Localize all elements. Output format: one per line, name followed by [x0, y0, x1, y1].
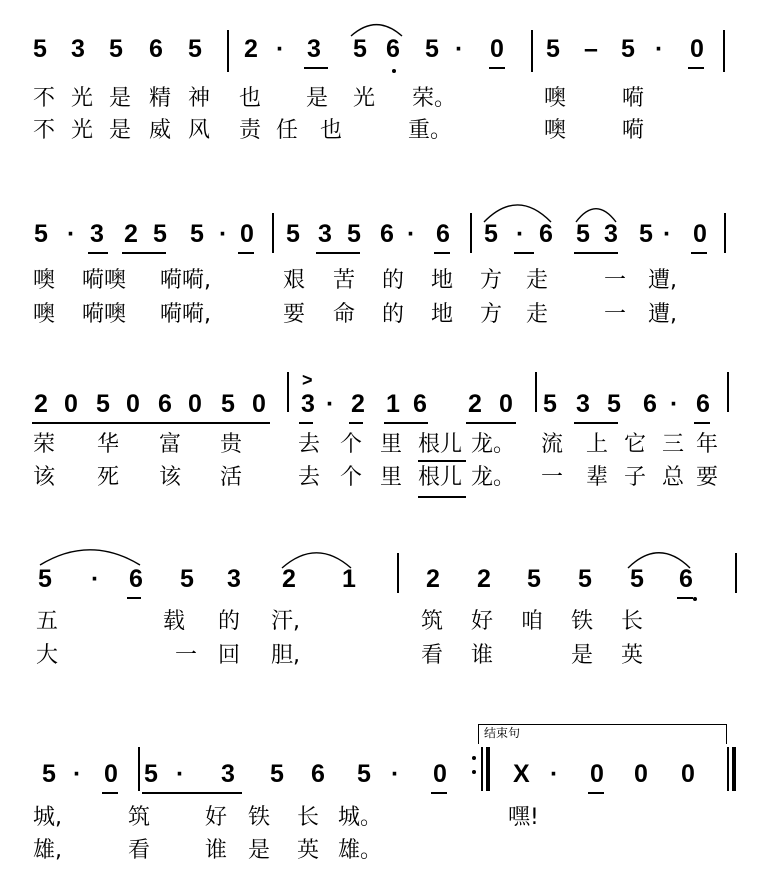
underline-beam	[299, 422, 313, 424]
note-digit: 3	[604, 220, 618, 248]
note-digit: 3	[221, 760, 235, 788]
note-digit: 0	[590, 760, 604, 788]
note-digit: 3	[301, 390, 315, 418]
lyric-char: 走	[526, 268, 549, 293]
lyric-char: 看	[421, 643, 444, 668]
lyric-char: 遭,	[648, 302, 677, 327]
lyric-char: 去	[298, 465, 321, 490]
lyric-char: 根儿	[418, 465, 463, 490]
lyric-char: 活	[220, 465, 243, 490]
bar-line	[727, 372, 729, 412]
bar-line	[732, 747, 736, 791]
underline-beam	[127, 597, 141, 599]
note-digit: 5	[576, 220, 590, 248]
lyric-char: 大	[36, 643, 59, 668]
note-digit: 1	[386, 390, 400, 418]
lyric-char: 该	[159, 465, 182, 490]
underline-beam	[316, 252, 360, 254]
note-digit: 3	[576, 390, 590, 418]
note-digit: 0	[188, 390, 202, 418]
note-digit: 6	[643, 390, 657, 418]
lyric-char: 城,	[33, 805, 62, 830]
lyric-char: 要	[696, 465, 719, 490]
lyric-char: 是	[109, 118, 132, 143]
lyric-char: 命	[333, 302, 356, 327]
note-digit: 5	[639, 220, 653, 248]
note-digit: 2	[124, 220, 138, 248]
lyric-char: 回	[218, 643, 241, 668]
bar-line	[531, 30, 533, 72]
note-digit: ·	[91, 565, 100, 593]
note-digit: 6	[539, 220, 553, 248]
lyric-char: 重。	[408, 118, 453, 143]
lyric-char: 看	[128, 838, 151, 863]
note-digit: 2	[426, 565, 440, 593]
lyric-char: 苦	[333, 268, 356, 293]
note-digit: 5	[357, 760, 371, 788]
lyric-char: 华	[97, 432, 120, 457]
underline-beam	[688, 67, 704, 69]
lyric-char: 地	[431, 268, 454, 293]
lyric-char: 嗬嗬,	[160, 302, 211, 327]
underline-beam	[142, 792, 242, 794]
lyric-char: 胆,	[271, 643, 300, 668]
note-digit: 6	[696, 390, 710, 418]
bar-line	[470, 213, 472, 253]
note-digit: ·	[67, 220, 76, 248]
note-digit: 6	[129, 565, 143, 593]
slur-mark	[40, 549, 140, 567]
lyric-char: 谁	[471, 643, 494, 668]
note-digit: 5	[484, 220, 498, 248]
lyric-char: 遭,	[648, 268, 677, 293]
note-digit: 5	[190, 220, 204, 248]
note-digit: ·	[670, 390, 679, 418]
lyric-char: 嗬嗬,	[160, 268, 211, 293]
lyric-char: 雄,	[33, 838, 62, 863]
note-digit: 0	[64, 390, 78, 418]
underline-beam	[238, 252, 254, 254]
lyric-char: 铁	[571, 609, 594, 634]
lyric-char: 辈	[586, 465, 609, 490]
lyric-char: 根儿	[418, 432, 463, 457]
lyric-char: 好	[205, 805, 228, 830]
bar-line	[272, 213, 274, 253]
lyric-char: 谁	[205, 838, 228, 863]
lyric-char: 方	[480, 302, 503, 327]
note-digit: 5	[38, 565, 52, 593]
note-digit: ·	[326, 390, 335, 418]
underline-beam	[574, 422, 618, 424]
lyric-char: 富	[159, 432, 182, 457]
lyric-char: 威	[149, 118, 172, 143]
note-digit: 2	[282, 565, 296, 593]
note-digit: ·	[407, 220, 416, 248]
note-digit: 6	[679, 565, 693, 593]
note-digit: 5	[33, 35, 47, 63]
lyric-char: 城。	[338, 805, 383, 830]
underline-beam	[431, 792, 447, 794]
note-digit: 6	[413, 390, 427, 418]
lyric-char: 要	[283, 302, 306, 327]
lyric-char: 噢	[33, 268, 56, 293]
lyric-char: 三	[662, 432, 685, 457]
lyric-char: 个	[340, 432, 363, 457]
slur-mark	[351, 24, 402, 38]
note-digit: ·	[276, 35, 285, 63]
note-digit: 0	[240, 220, 254, 248]
note-digit: ·	[663, 220, 672, 248]
lyric-char: 个	[340, 465, 363, 490]
lyric-char: 荣。	[412, 86, 457, 111]
lyric-char: 筑	[128, 805, 151, 830]
lyric-char: 任	[276, 118, 299, 143]
lyric-char: 精	[149, 86, 172, 111]
note-digit: 3	[307, 35, 321, 63]
underline-beam	[418, 496, 466, 498]
lyric-char: 死	[97, 465, 120, 490]
lyric-char: 英	[621, 643, 644, 668]
lyric-char: 神	[188, 86, 211, 111]
note-digit: 5	[546, 35, 560, 63]
lyric-char: 汗,	[271, 609, 300, 634]
lyric-char: 光	[71, 86, 94, 111]
note-digit: 5	[42, 760, 56, 788]
note-digit: 5	[270, 760, 284, 788]
lyric-char: 一	[604, 268, 627, 293]
lyric-char: 里	[380, 432, 403, 457]
lyric-char: 荣	[33, 432, 56, 457]
lyric-char: 贵	[220, 432, 243, 457]
underline-beam	[102, 792, 118, 794]
lyric-char: 责	[239, 118, 262, 143]
note-digit: 5	[153, 220, 167, 248]
lyric-char: 嘿!	[508, 805, 539, 830]
lyric-char: 是	[306, 86, 329, 111]
note-digit: 6	[311, 760, 325, 788]
note-digit: 3	[227, 565, 241, 593]
note-digit: 0	[499, 390, 513, 418]
lyric-char: 一	[175, 643, 198, 668]
note-digit: 0	[104, 760, 118, 788]
lyric-char: 的	[382, 268, 405, 293]
note-digit: 5	[527, 565, 541, 593]
lyric-char: 噢	[544, 118, 567, 143]
lyric-char: 风	[188, 118, 211, 143]
lyric-char: 光	[353, 86, 376, 111]
lyric-char: 它	[624, 432, 647, 457]
lyric-char: 龙。	[471, 465, 516, 490]
note-digit: 5	[621, 35, 635, 63]
bar-line	[723, 30, 725, 72]
underline-beam	[349, 422, 363, 424]
lyric-char: 该	[33, 465, 56, 490]
lyric-char: 龙。	[471, 432, 516, 457]
slur-mark	[576, 208, 616, 224]
note-digit: 5	[353, 35, 367, 63]
note-digit: 5	[109, 35, 123, 63]
note-digit: 2	[351, 390, 365, 418]
bar-line	[727, 747, 729, 791]
note-digit: 5	[286, 220, 300, 248]
bar-line	[724, 213, 726, 253]
underline-beam	[574, 252, 618, 254]
lyric-char: 不	[33, 86, 56, 111]
lyric-char: 艰	[283, 268, 306, 293]
lyric-char: 一	[541, 465, 564, 490]
lyric-char: 的	[382, 302, 405, 327]
lyric-char: 总	[662, 465, 685, 490]
note-digit: X	[513, 760, 530, 788]
accent-mark: >	[302, 370, 313, 390]
underline-beam	[88, 252, 108, 254]
lyric-char: 筑	[421, 609, 444, 634]
note-digit: 5	[630, 565, 644, 593]
lyric-char: 也	[320, 118, 343, 143]
bar-line	[478, 724, 479, 744]
lyric-char: 嗬噢	[82, 268, 127, 293]
lyric-char: 也	[239, 86, 262, 111]
lyric-char: 走	[526, 302, 549, 327]
lyric-char: 子	[624, 465, 647, 490]
note-digit: –	[584, 35, 598, 63]
note-digit: 5	[543, 390, 557, 418]
note-digit: 2	[34, 390, 48, 418]
lyric-char: 咱	[521, 609, 544, 634]
note-digit: ·	[455, 35, 464, 63]
lyric-char: 载	[163, 609, 186, 634]
note-digit: 5	[578, 565, 592, 593]
note-digit: 0	[634, 760, 648, 788]
ending-bracket	[478, 724, 727, 725]
note-digit: 6	[436, 220, 450, 248]
lyric-char: 长	[621, 609, 644, 634]
note-digit: 0	[490, 35, 504, 63]
ending-label: 结束句	[484, 726, 521, 740]
bar-line	[726, 724, 727, 744]
lyric-char: 噢	[544, 86, 567, 111]
underline-beam	[691, 252, 707, 254]
note-digit: 2	[477, 565, 491, 593]
note-digit: 0	[690, 35, 704, 63]
note-digit: ·	[176, 760, 185, 788]
note-digit: 0	[126, 390, 140, 418]
lyric-char: 是	[248, 838, 271, 863]
lyric-char: 嗬	[622, 86, 645, 111]
note-digit: 3	[71, 35, 85, 63]
underline-beam	[677, 597, 693, 599]
lyric-char: 好	[471, 609, 494, 634]
lyric-char: 地	[431, 302, 454, 327]
octave-dot	[392, 69, 396, 73]
underline-beam	[489, 67, 505, 69]
bar-line	[481, 747, 483, 791]
bar-line	[486, 747, 490, 791]
note-digit: 3	[90, 220, 104, 248]
lyric-char: 不	[33, 118, 56, 143]
note-digit: 0	[433, 760, 447, 788]
lyric-char: 年	[696, 432, 719, 457]
note-digit: 5	[425, 35, 439, 63]
note-digit: 0	[681, 760, 695, 788]
underline-beam	[122, 252, 166, 254]
lyric-char: 流	[541, 432, 564, 457]
note-digit: 5	[180, 565, 194, 593]
bar-line	[535, 372, 537, 412]
note-digit: ·	[391, 760, 400, 788]
note-digit: 6	[380, 220, 394, 248]
underline-beam	[588, 792, 604, 794]
lyric-char: 方	[480, 268, 503, 293]
note-digit: 5	[188, 35, 202, 63]
lyric-char: 一	[604, 302, 627, 327]
lyric-char: 噢	[33, 302, 56, 327]
note-digit: ·	[516, 220, 525, 248]
lyric-char: 里	[380, 465, 403, 490]
note-digit: 0	[693, 220, 707, 248]
note-digit: 5	[34, 220, 48, 248]
note-digit: ·	[550, 760, 559, 788]
bar-line	[227, 30, 229, 72]
lyric-char: 雄。	[338, 838, 383, 863]
underline-beam	[304, 67, 328, 69]
slur-mark	[282, 552, 351, 570]
note-digit: 5	[221, 390, 235, 418]
slur-mark	[628, 552, 690, 570]
lyric-char: 长	[297, 805, 320, 830]
underline-beam	[434, 252, 450, 254]
octave-dot	[472, 756, 476, 760]
note-digit: 3	[318, 220, 332, 248]
note-digit: 2	[244, 35, 258, 63]
note-digit: 1	[342, 565, 356, 593]
note-digit: 6	[158, 390, 172, 418]
note-digit: 5	[144, 760, 158, 788]
lyric-char: 的	[218, 609, 241, 634]
underline-beam	[32, 422, 270, 424]
bar-line	[735, 553, 737, 593]
note-digit: 5	[96, 390, 110, 418]
bar-line	[287, 372, 289, 412]
lyric-char: 五	[36, 609, 59, 634]
slur-mark	[484, 204, 551, 224]
lyric-char: 是	[571, 643, 594, 668]
note-digit: ·	[73, 760, 82, 788]
lyric-char: 嗬噢	[82, 302, 127, 327]
underline-beam	[694, 422, 710, 424]
underline-beam	[418, 460, 466, 462]
note-digit: 6	[386, 35, 400, 63]
bar-line	[138, 747, 140, 791]
lyric-char: 铁	[248, 805, 271, 830]
note-digit: 0	[252, 390, 266, 418]
lyric-char: 嗬	[622, 118, 645, 143]
underline-beam	[514, 252, 534, 254]
note-digit: 6	[149, 35, 163, 63]
note-digit: 2	[468, 390, 482, 418]
lyric-char: 是	[109, 86, 132, 111]
octave-dot	[472, 770, 476, 774]
lyric-char: 光	[71, 118, 94, 143]
underline-beam	[384, 422, 428, 424]
note-digit: 5	[607, 390, 621, 418]
lyric-char: 上	[586, 432, 609, 457]
note-digit: 5	[347, 220, 361, 248]
octave-dot	[693, 597, 697, 601]
note-digit: ·	[655, 35, 664, 63]
lyric-char: 英	[297, 838, 320, 863]
note-digit: ·	[219, 220, 228, 248]
lyric-char: 去	[298, 432, 321, 457]
underline-beam	[466, 422, 516, 424]
bar-line	[397, 553, 399, 593]
